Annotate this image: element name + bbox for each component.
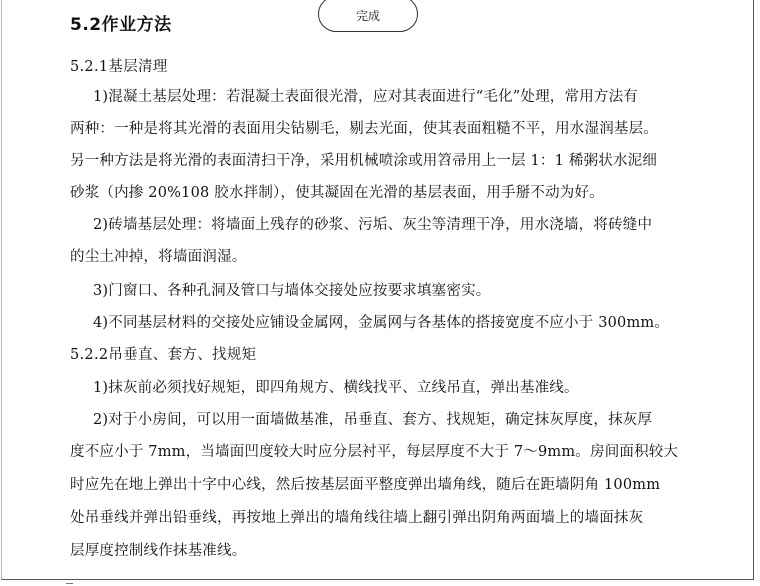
paragraph-line: 时应先在地上弹出十字中心线，然后按基层面平整度弹出墙角线，随后在距墙阴角 100mm (70, 477, 661, 493)
paragraph-line: 处吊垂线并弹出铅垂线，再按地上弹出的墙角线往墙上翻引弹出阴角两面墙上的墙面抹灰 (70, 510, 644, 526)
paragraph-line: 度不应小于 7mm，当墙面凹度较大时应分层衬平，每层厚度不大于 7～9mm。房间面积较大 (70, 444, 679, 460)
completion-stamp: 完成 (318, 0, 418, 32)
paragraph-line: 1)混凝土基层处理：若混凝土表面很光滑，应对其表面进行“毛化”处理，常用方法有 (93, 89, 639, 105)
paragraph-line: 层厚度控制线作抹基准线。 (70, 543, 247, 559)
paragraph-line: 4)不同基层材料的交接处应铺设金属网，金属网与各基体的搭接宽度不应小于 300mm。 (93, 315, 670, 331)
paragraph-line: 砂浆（内掺 20%108 胶水拌制），使其凝固在光滑的基层表面，用手掰不动为好。 (70, 185, 604, 201)
paragraph-line: 的尘土冲掉，将墙面润湿。 (70, 249, 247, 265)
subsection-title-plumb-square: 5.2.2吊垂直、套方、找规矩 (70, 347, 257, 363)
paragraph-line: 1)抹灰前必须找好规矩，即四角规方、横线找平、立线吊直，弹出基准线。 (93, 380, 579, 396)
paragraph-line: 两种：一种是将其光滑的表面用尖钻剔毛，剔去光面，使其表面粗糙不平，用水湿润基层。 (70, 121, 658, 137)
paragraph-line: 另一种方法是将光滑的表面清扫干净，采用机械喷涂或用笤帚用上一层 1：1 稀粥状水泥细 (70, 153, 658, 169)
paragraph-line: 3)门窗口、各种孔洞及管口与墙体交接处应按要求填塞密实。 (93, 283, 491, 299)
paragraph-line: 2)砖墙基层处理：将墙面上残存的砂浆、污垢、灰尘等清理干净，用水浇墙，将砖缝中 (93, 217, 653, 233)
subsection-title-base-cleaning: 5.2.1基层清理 (70, 59, 168, 75)
section-title: 5.2作业方法 (70, 15, 172, 35)
footer-divider (66, 583, 73, 584)
paragraph-line: 2)对于小房间，可以用一面墙做基准，吊垂直、套方、找规矩，确定抹灰厚度，抹灰厚 (93, 412, 653, 428)
